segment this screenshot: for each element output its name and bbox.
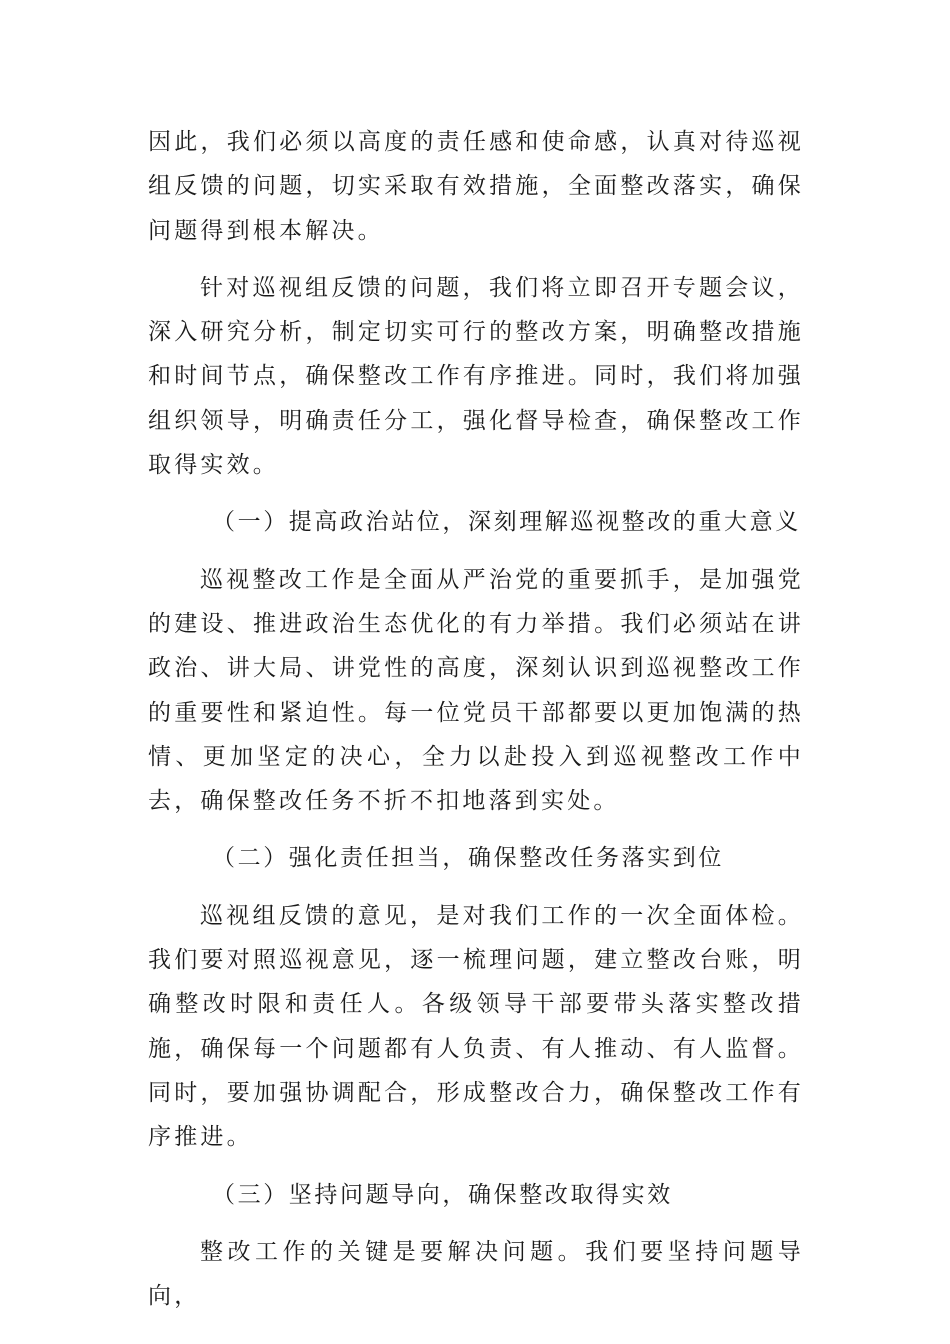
paragraph-political-stance: 巡视整改工作是全面从严治党的重要抓手，是加强党的建设、推进政治生态优化的有力举措。我们必须站在讲政治、讲大局、讲党性的高度，深刻认识到巡视整改工作的重要性和紧迫性。每一位党员干部都要以更加饱满的热情、更加坚定的决心，全力以赴投入到巡视整改工作中去，确保整改任务不折不扣地落到实处。	[148, 566, 804, 815]
paragraph-rectification-plan: 针对巡视组反馈的问题，我们将立即召开专题会议，深入研究分析，制定切实可行的整改方案，明确整改措施和时间节点，确保整改工作有序推进。同时，我们将加强组织领导，明确责任分工，强化督导检查，确保整改工作取得实效。	[148, 274, 804, 479]
section-heading-2: （二）强化责任担当，确保整改任务落实到位	[212, 845, 724, 872]
section-heading-3: （三）坚持问题导向，确保整改取得实效	[212, 1181, 673, 1208]
paragraph-responsibility: 巡视组反馈的意见，是对我们工作的一次全面体检。我们要对照巡视意见，逐一梳理问题，建立整改台账，明确整改时限和责任人。各级领导干部要带头落实整改措施，确保每一个问题都有人负责、有人推动、有人监督。同时，要加强协调配合，形成整改合力，确保整改工作有序推进。	[148, 902, 804, 1151]
document-body	[148, 120, 804, 1331]
paragraph-problem-oriented: 整改工作的关键是要解决问题。我们要坚持问题导向，	[148, 1238, 804, 1310]
paragraph-conclusion: 因此，我们必须以高度的责任感和使命感，认真对待巡视组反馈的问题，切实采取有效措施，全面整改落实，确保问题得到根本解决。	[148, 129, 804, 244]
section-heading-1: （一）提高政治站位，深刻理解巡视整改的重大意义	[212, 509, 801, 536]
